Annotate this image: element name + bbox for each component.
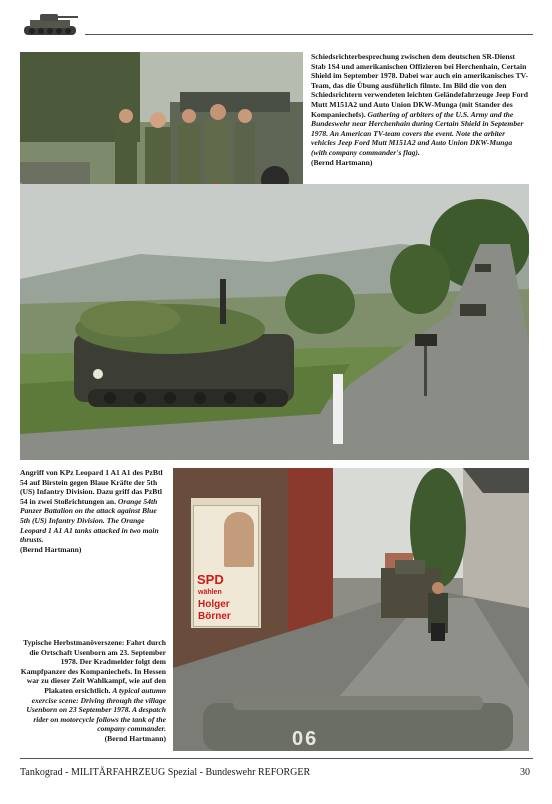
caption-top-german: Schiedsrichterbesprechung zwischen dem deutschen SR-Dienst Stab 1S4 und amerikanischen Offizieren bei Herchenhain, Certain Shield im September 1978. Dabei war auch ein amerikanisches TV-Team, das die Übung ausführlich filmte. Im Bild die von den Schiedsrichtern verwendeten leichten Geländefahrzeuge Jeep Ford Mutt M151A2 und Auto Union DKW-Munga (mit Stander des Kompaniechefs). <box>311 52 529 119</box>
caption-bottom-credit: (Bernd Hartmann) <box>104 733 166 743</box>
poster-line3: Börner <box>198 611 231 622</box>
caption-top <box>311 52 529 167</box>
caption-bottom <box>20 638 166 744</box>
caption-bottom-english: A typical autumn exercise scene: Driving through the village Usenborn on 23 September 1978. A despatch rider on motorcycle follows the tank of the company commander. <box>26 685 166 734</box>
tank-hull-number: 06 <box>292 728 319 750</box>
tank-icon <box>22 8 80 38</box>
header-rule <box>85 34 533 35</box>
caption-middle <box>20 468 168 554</box>
caption-middle-german: Angriff von KPz Leopard 1 A1 A1 des PzBtl 54 auf Birstein gegen Blaue Kräfte der 5th (US) Infantry Division. Dazu griff das PzBtl 54 in zwei Stoßrichtungen an. <box>20 468 163 506</box>
page-number: 30 <box>520 767 530 778</box>
footer-title: Tankograd - MILITÄRFAHRZEUG Spezial - Bundeswehr REFORGER <box>20 767 311 778</box>
footer-rule <box>20 758 533 759</box>
caption-bottom-german: Typische Herbstmanöverszene: Fahrt durch die Ortschaft Usenborn am 23. September 1978. Der Kradmelder folgt dem Kampfpanzer des Kompaniechefs. In Hessen war zu dieser Zeit Wahlkampf, wie auf den Plakaten ersichtlich. <box>20 638 166 695</box>
caption-middle-english: Orange 54th Panzer Battalion on the attack against Blue 5th (US) Infantry Division. The Orange Leopard 1 A1 A1 tanks attacked in two main thrusts. <box>20 496 159 545</box>
caption-middle-credit: (Bernd Hartmann) <box>20 544 82 554</box>
photo-leopard-attack <box>20 184 529 460</box>
caption-top-credit: (Bernd Hartmann) <box>311 157 373 167</box>
poster-portrait <box>224 512 254 567</box>
poster-line1: wählen <box>198 589 222 596</box>
poster-line2: Holger <box>198 599 230 610</box>
election-poster <box>193 505 259 627</box>
poster-party: SPD <box>197 572 224 587</box>
caption-top-english: Gathering of arbiters of the U.S. Army and the Bundeswehr near Herchenhain during Certain Shield in September 1978. An American TV-team covers the event. Note the arbiter vehicles Jeep Ford Mutt M151A2 and Auto Union DKW-Munga (with company commander's flag). <box>311 109 524 157</box>
